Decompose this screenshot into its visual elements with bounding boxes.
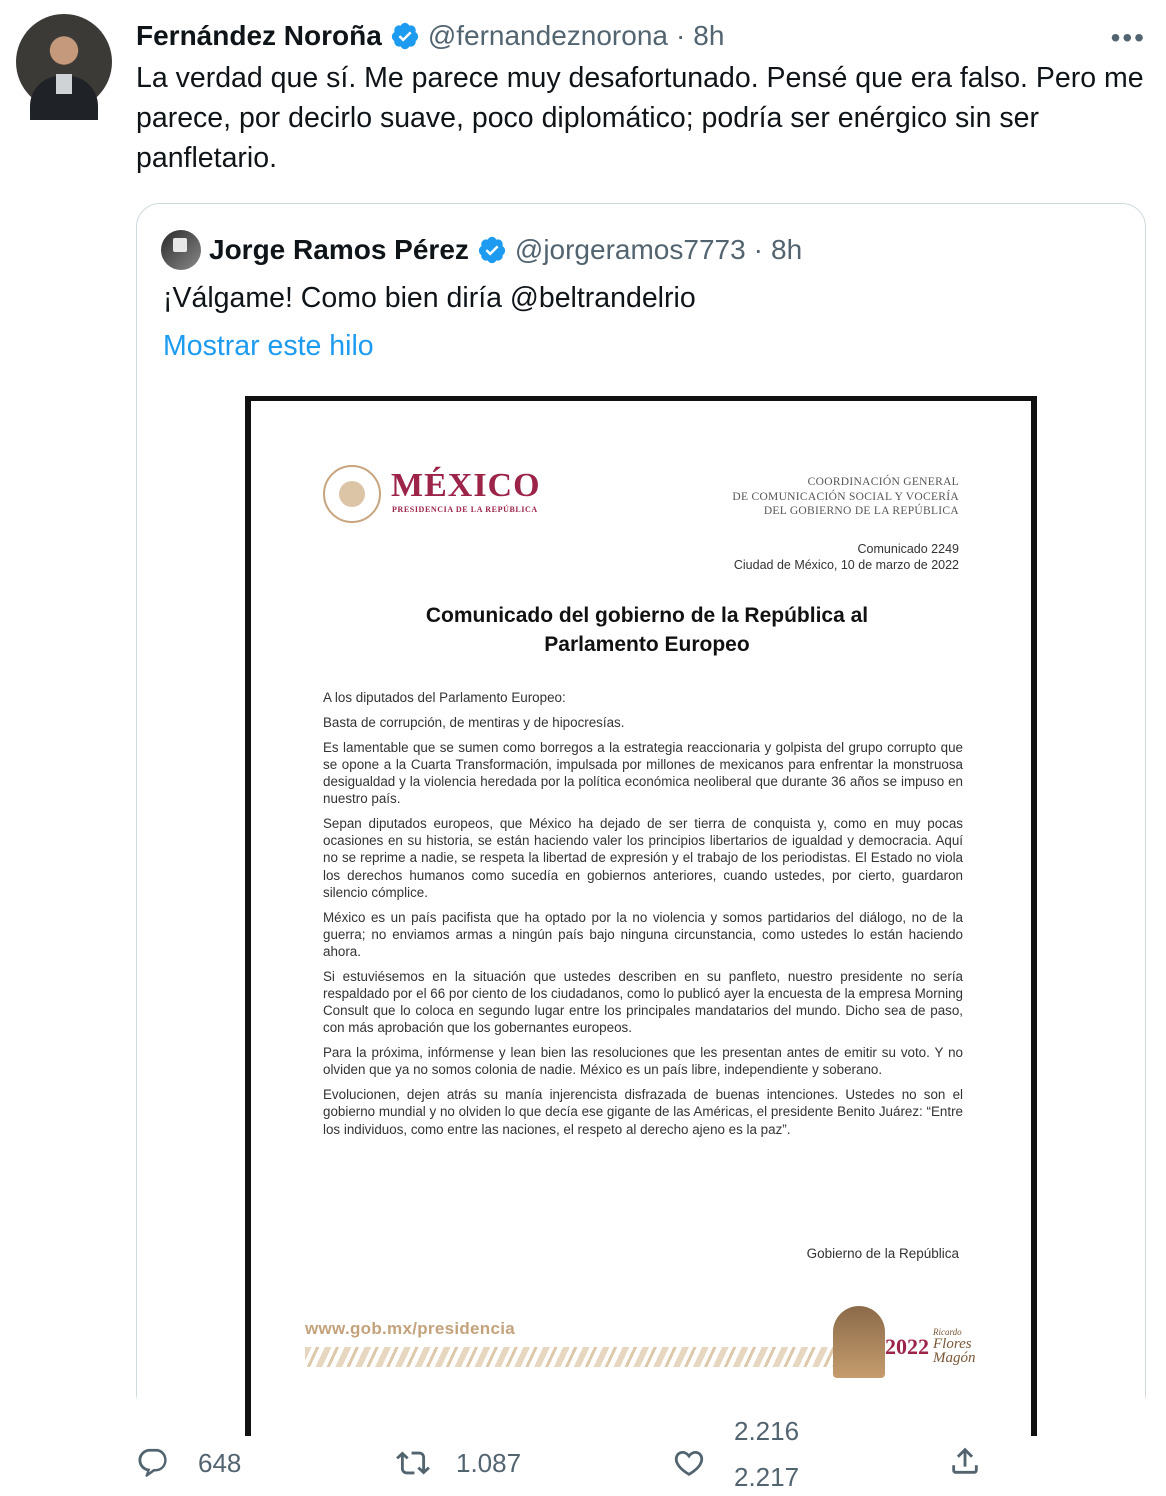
flores-magon-logo	[833, 1306, 985, 1382]
quoted-tweet[interactable]	[136, 203, 1146, 1417]
document-title-line: Comunicado del gobierno de la República al	[425, 604, 869, 627]
document-paragraph: Para la próxima, infórmense y lean bien las resoluciones que les presentan antes de emitir su voto. Y no olviden que ya no somos colonia de nadie. México es un país libre, independiente y soberano.	[323, 1045, 963, 1078]
communique-document-image	[245, 396, 1037, 1436]
year-name-line: Flores	[933, 1336, 972, 1352]
separator-dot: ·	[753, 234, 763, 265]
reply-icon	[136, 1446, 170, 1480]
share-button[interactable]	[948, 1444, 982, 1478]
separator-dot: ·	[675, 20, 686, 51]
document-paragraph: Basta de corrupción, de mentiras y de hipocresías.	[323, 714, 625, 730]
document-signature: Gobierno de la República	[806, 1246, 959, 1261]
like-count	[734, 1416, 814, 1492]
year-name-line: Ricardo	[933, 1327, 962, 1337]
share-icon	[948, 1444, 982, 1478]
document-paragraph: Evolucionen, dejen atrás su manía injerencista disfrazada de buenas intenciones. Ustedes no son el gobierno mundial y no olviden lo que decía ese gigante de las Américas, el presidente Benito Juárez: “Entre los individuos, como entre las naciones, el respeto al derecho ajeno es la paz”.	[323, 1087, 963, 1137]
mexico-logo-text: MÉXICO	[391, 467, 541, 504]
document-paragraph: Es lamentable que se sumen como borregos a la estrategia reaccionaria y golpista del grupo corrupto que se opone a la Cuarta Transformación, impulsada por millones de mexicanos para enfrentar la monstruosa desigualdad y la violencia heredada por la política económica neoliberal que durante 36 años se impuso en nuestro país.	[323, 739, 963, 807]
mexico-seal-icon	[323, 465, 381, 523]
quoted-tweet-header	[161, 230, 802, 270]
like-button[interactable]	[672, 1446, 706, 1480]
tweet-header	[136, 16, 724, 56]
more-options-icon[interactable]: •••	[1110, 22, 1146, 53]
verified-badge-icon	[390, 21, 420, 51]
communique-date: Ciudad de México, 10 de marzo de 2022	[733, 558, 959, 572]
coordination-header	[732, 475, 959, 519]
flores-magon-portrait	[833, 1306, 885, 1378]
quoted-author-avatar[interactable]	[161, 230, 201, 270]
author-avatar[interactable]	[16, 14, 112, 110]
quoted-tweet-text: ¡Válgame! Como bien diría @beltrandelrio	[163, 282, 696, 314]
show-thread-link[interactable]: Mostrar este hilo	[163, 330, 374, 362]
author-handle[interactable]: @fernandeznorona	[427, 20, 668, 51]
coordination-line: DEL GOBIERNO DE LA REPÚBLICA	[763, 505, 959, 517]
tweet-text: La verdad que sí. Me parece muy desafortunado. Pensé que era falso. Pero me parece, por decirlo suave, poco diplomático; podría ser enérgico sin ser panfletario.	[136, 62, 1144, 174]
communique-meta	[734, 541, 959, 573]
quoted-author-name[interactable]: Jorge Ramos Pérez	[209, 234, 469, 265]
tweet-timestamp[interactable]: 8h	[693, 20, 725, 51]
quoted-timestamp[interactable]: 8h	[771, 234, 803, 265]
document-paragraph: México es un país pacifista que ha optado por la no violencia y somos partidarios del diálogo, no de la guerra; no enviamos armas a ningún país bajo ninguna circunstancia, como ustedes lo están haciendo ahora.	[323, 909, 963, 960]
mexico-logo-subtitle: PRESIDENCIA DE LA REPÚBLICA	[392, 505, 538, 514]
communique-number: Comunicado 2249	[857, 542, 959, 556]
decorative-band	[305, 1347, 833, 1367]
quoted-author-handle[interactable]: @jorgeramos7773	[514, 234, 746, 265]
verified-badge-icon	[477, 235, 507, 265]
document-title-line: Parlamento Europeo	[544, 633, 750, 656]
year-name	[933, 1328, 976, 1365]
reply-button[interactable]	[136, 1446, 241, 1480]
retweet-icon	[396, 1446, 430, 1480]
author-name[interactable]: Fernández Noroña	[136, 20, 382, 51]
document-paragraph: A los diputados del Parlamento Europeo:	[323, 690, 566, 705]
document-body	[323, 689, 963, 1145]
like-count-previous: 2.216	[734, 1416, 800, 1446]
avatar-collar	[56, 74, 72, 94]
like-count-current: 2.217	[734, 1462, 800, 1492]
year-name-line: Magón	[933, 1350, 976, 1366]
gob-url-text: www.gob.mx/presidencia	[305, 1319, 516, 1338]
retweet-count: 1.087	[456, 1447, 522, 1478]
document-title	[311, 601, 983, 659]
quoted-media[interactable]	[137, 382, 1145, 1418]
document-paragraph: Si estuviésemos en la situación que ustedes describen en su panfleto, nuestro presidente no sería respaldado por el 66 por ciento de los ciudadanos, como lo publicó ayer la encuesta de la empresa Morning Consult que lo coloca en segundo lugar entre los principales mandatarios del mundo. Dicho sea de paso, con más aprobación que los gobernantes europeos.	[323, 968, 963, 1036]
coordination-line: COORDINACIÓN GENERAL	[807, 476, 959, 488]
year-badge: 2022	[885, 1334, 929, 1359]
document-paragraph: Sepan diputados europeos, que México ha dejado de ser tierra de conquista y, como en muy pocas ocasiones en su historia, se están haciendo valer los principios libertarios de igualdad y democracia. Aquí no se reprime a nadie, se respeta la libertad de expresión y el trabajo de los periodistas. El Estado no viola los derechos humanos como sucedía en gobiernos anteriores, cuando ustedes, por cierto, guardaron silencio cómplice.	[323, 816, 963, 900]
tweet-action-bar	[0, 1416, 1166, 1496]
retweet-button[interactable]	[396, 1446, 521, 1480]
reply-count: 648	[198, 1447, 242, 1478]
coordination-line: DE COMUNICACIÓN SOCIAL Y VOCERÍA	[732, 490, 959, 503]
heart-icon	[672, 1446, 706, 1480]
